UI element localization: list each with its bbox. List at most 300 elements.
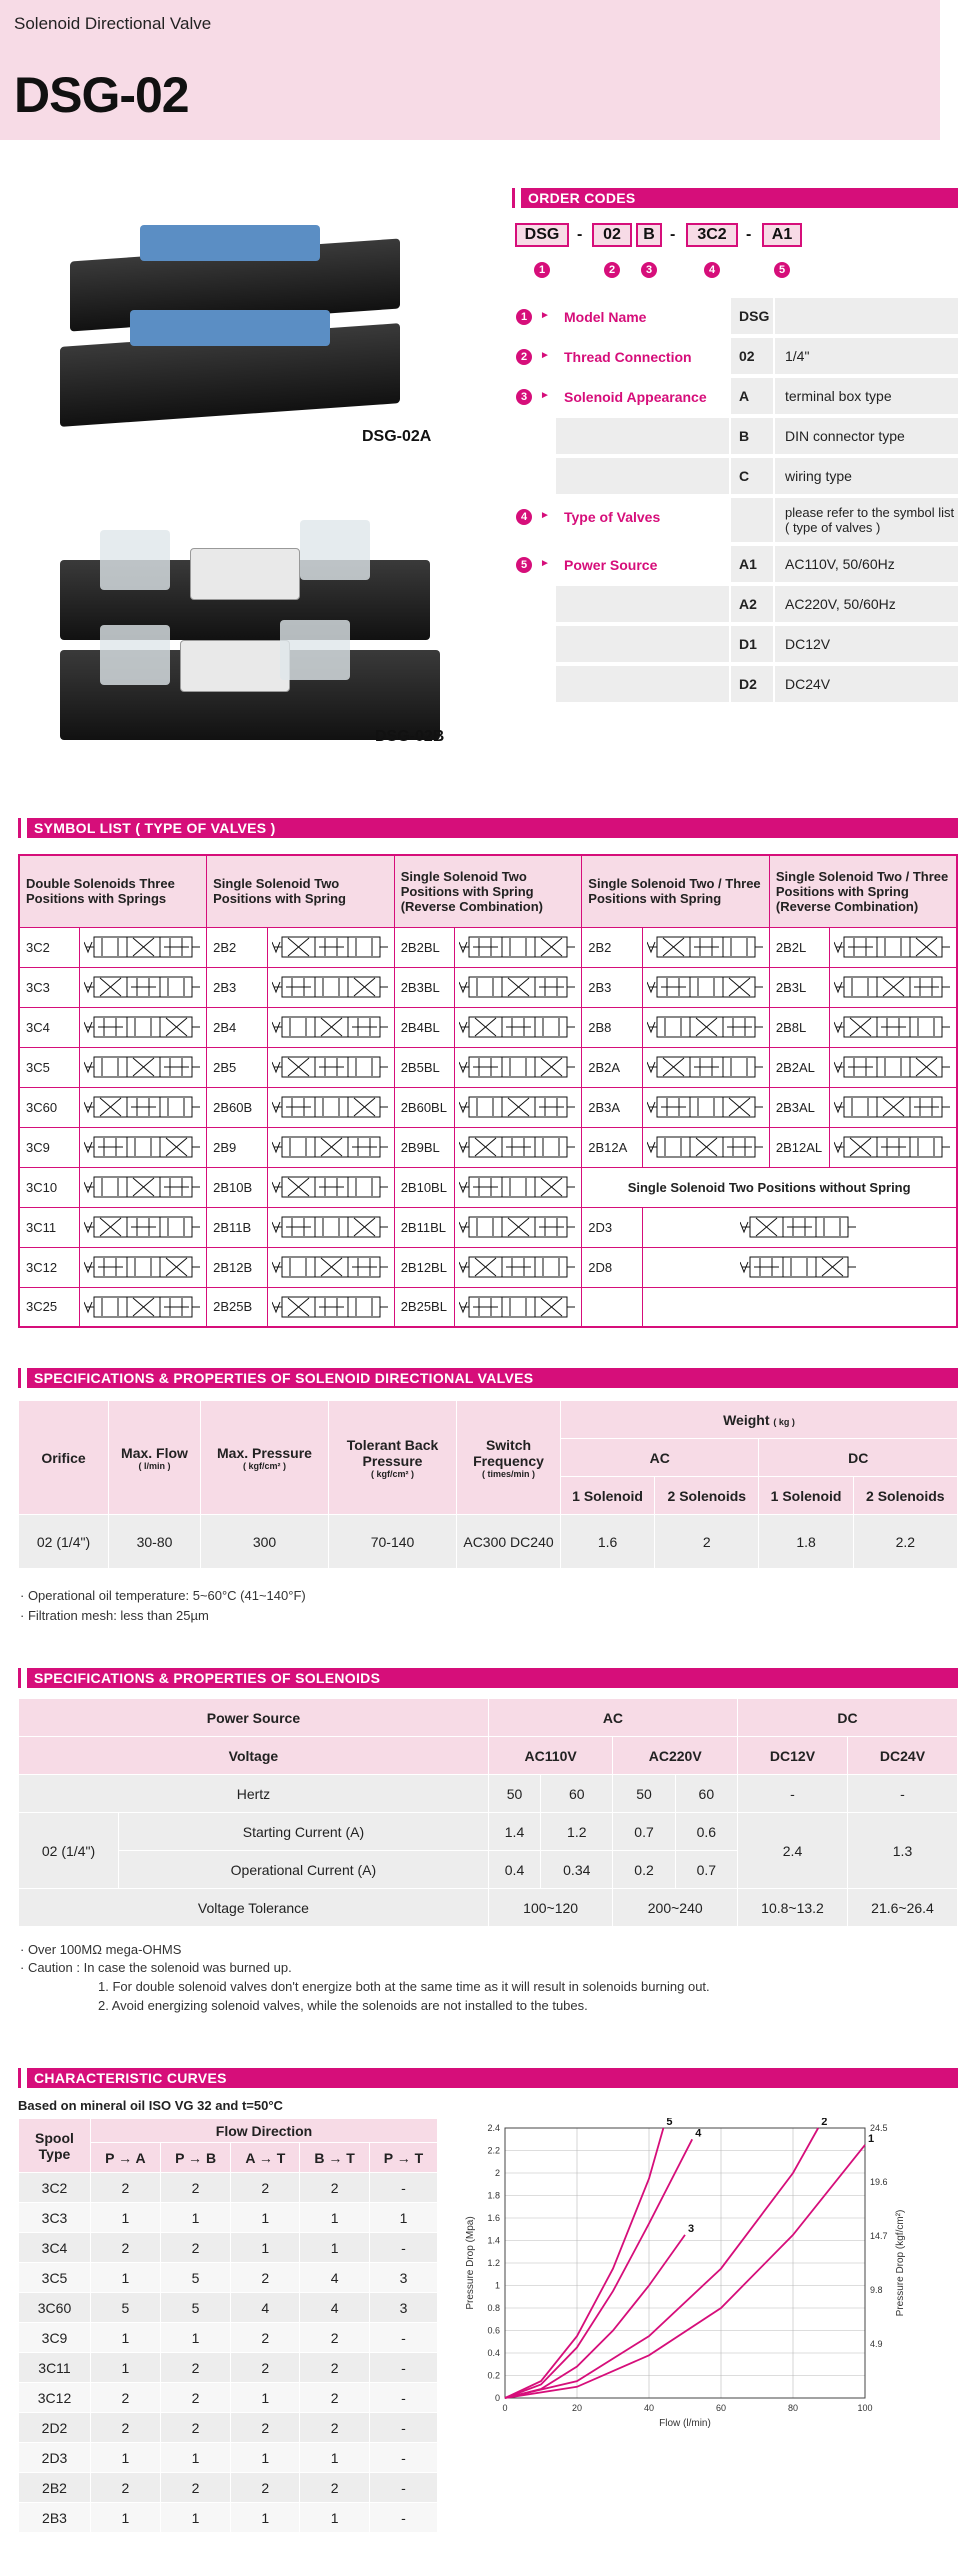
flow-curve-cell: 2 (160, 2353, 231, 2383)
code-thread: 02 (592, 223, 632, 247)
flow-curve-cell: 2 (231, 2173, 300, 2203)
flow-curve-cell: 1 (231, 2503, 300, 2533)
valve-a-label: DSG-02A (362, 428, 432, 445)
starting-current-value: 0.7 (613, 1813, 675, 1851)
symbol-cell (642, 1087, 769, 1127)
spool-symbol-icon (459, 1094, 577, 1120)
x-axis-label: Flow (l/min) (659, 2418, 711, 2429)
y-tick-label: 0.8 (487, 2303, 500, 2313)
symbol-code: 2B12B (207, 1247, 268, 1287)
symbol-code: 3C12 (19, 1247, 80, 1287)
symbol-cell (642, 1207, 957, 1247)
order-row-desc: 1/4" (775, 338, 958, 376)
flow-curve-cell: - (369, 2503, 437, 2533)
spool-symbol-icon (647, 974, 765, 1000)
symbol-code: 2B2L (769, 927, 830, 967)
operational-current-value: 0.7 (675, 1851, 737, 1889)
operational-current-value: 0.34 (541, 1851, 613, 1889)
code-num-5: 5 (774, 262, 790, 278)
flow-curve-cell: 2 (160, 2383, 231, 2413)
symbol-code: 3C5 (19, 1047, 80, 1087)
spool-symbol-icon (647, 1134, 765, 1160)
x-tick-label: 0 (502, 2403, 508, 2413)
spool-symbol-icon (84, 1294, 202, 1320)
flow-curve-cell: 2 (231, 2473, 300, 2503)
curve-line-4 (505, 2139, 695, 2398)
dir-b-t: B → T (300, 2143, 370, 2173)
symbol-cell (80, 1127, 207, 1167)
symbol-code: 3C4 (19, 1007, 80, 1047)
symbol-cell (267, 1007, 394, 1047)
curves-heading: CHARACTERISTIC CURVES (18, 2068, 958, 2088)
spool-symbol-icon (272, 1294, 390, 1320)
dc24-current-value: 1.3 (848, 1813, 958, 1889)
spool-symbol-icon (459, 1054, 577, 1080)
symbol-cell (642, 1287, 957, 1327)
flow-curve-cell: 3 (369, 2263, 437, 2293)
symbol-code: 3C3 (19, 967, 80, 1007)
flow-curve-cell: 2 (160, 2173, 231, 2203)
order-row-desc: wiring type (775, 458, 958, 496)
code-valve-type: 3C2 (686, 223, 738, 247)
spool-symbol-icon (459, 1254, 577, 1280)
weight-unit: ( kg ) (773, 1416, 795, 1427)
flow-curve-cell: - (369, 2443, 437, 2473)
order-row-num: 5 (516, 557, 532, 573)
symbol-cell (455, 1287, 582, 1327)
spool-symbol-icon (834, 1134, 952, 1160)
order-row-desc: AC220V, 50/60Hz (775, 586, 958, 624)
operational-current-value: 0.2 (613, 1851, 675, 1889)
flow-curve-cell: 1 (231, 2233, 300, 2263)
spool-symbol-icon (272, 1174, 390, 1200)
starting-current-value: 1.2 (541, 1813, 613, 1851)
symbol-cell (455, 1007, 582, 1047)
symbol-cell (267, 1167, 394, 1207)
voltage-header: Voltage (19, 1737, 489, 1775)
hertz-value: 60 (675, 1775, 737, 1813)
solenoid-note-3: 1. For double solenoid valves don't energize both at the same time as it will result in solenoids burning out. (98, 1979, 710, 1994)
maxpressure-unit: ( kgf/cm² ) (242, 1460, 286, 1471)
symbol-code: 2B5BL (394, 1047, 455, 1087)
flow-curve-cell: 1 (160, 2503, 231, 2533)
symbol-code: 3C25 (19, 1287, 80, 1327)
code-model: DSG (515, 223, 569, 247)
flow-curve-cell: 2 (231, 2323, 300, 2353)
voltage-ac110: AC110V (488, 1737, 613, 1775)
hertz-value: - (848, 1775, 958, 1813)
order-row-desc: AC110V, 50/60Hz (775, 546, 958, 584)
spool-symbol-icon (459, 974, 577, 1000)
flow-curve-cell: - (369, 2233, 437, 2263)
pressure-drop-chart (450, 2118, 920, 2448)
spool-type-header: Spool Type (19, 2119, 91, 2173)
order-row-code: C (731, 458, 775, 496)
symbol-code: 2B25B (207, 1287, 268, 1327)
symbol-code: 3C11 (19, 1207, 80, 1247)
order-row-label: Thread Connection (564, 349, 692, 365)
symbol-code: 3C10 (19, 1167, 80, 1207)
spool-type-cell: 2B2 (19, 2473, 91, 2503)
flow-curve-cell: 1 (231, 2443, 300, 2473)
order-row-desc: DC24V (775, 666, 958, 704)
spool-symbol-icon (84, 1014, 202, 1040)
symbol-cell (267, 967, 394, 1007)
spool-type-cell: 3C9 (19, 2323, 91, 2353)
symbol-code: 3C60 (19, 1087, 80, 1127)
order-row-code: A2 (731, 586, 775, 624)
backpressure-header: Tolerant Back Pressure (346, 1436, 439, 1469)
order-row-label: Solenoid Appearance (564, 389, 707, 405)
symbol-cell (80, 1047, 207, 1087)
flow-curve-cell: 5 (91, 2293, 161, 2323)
flow-curve-cell: 2 (231, 2263, 300, 2293)
spec-solenoids-table (18, 1698, 958, 1927)
spool-symbol-icon (834, 1054, 952, 1080)
flow-curve-cell: - (369, 2413, 437, 2443)
frequency-unit: ( times/min ) (481, 1468, 535, 1479)
y-tick-label: 2.2 (487, 2145, 500, 2156)
symbol-cell (80, 1167, 207, 1207)
symbol-code: 3C9 (19, 1127, 80, 1167)
spool-symbol-icon (272, 1094, 390, 1120)
y-axis-label: Pressure Drop (Mpa) (465, 2216, 476, 2310)
symbol-code: 2B12A (582, 1127, 643, 1167)
spool-symbol-icon (834, 1014, 952, 1040)
order-row-code: D2 (731, 666, 775, 704)
voltage-tolerance-label: Voltage Tolerance (19, 1889, 489, 1927)
y-tick-label: 1.8 (487, 2190, 500, 2201)
flow-curve-cell: 1 (91, 2323, 161, 2353)
weight-dc2-value: 2.2 (853, 1515, 957, 1569)
symbol-cell (642, 927, 769, 967)
symbol-code: 2B3 (582, 967, 643, 1007)
hertz-value: - (738, 1775, 848, 1813)
y-tick-label: 0.4 (487, 2348, 500, 2358)
symbol-code: 2B8L (769, 1007, 830, 1047)
spool-symbol-icon (84, 1134, 202, 1160)
flow-curve-cell: 2 (231, 2413, 300, 2443)
tolerance-dc24: 21.6~26.4 (848, 1889, 958, 1927)
spool-type-cell: 3C60 (19, 2293, 91, 2323)
code-num-2: 2 (604, 262, 620, 278)
flow-curve-cell: - (369, 2473, 437, 2503)
order-row-desc: DIN connector type (775, 418, 958, 456)
spec-valves-heading: SPECIFICATIONS & PROPERTIES OF SOLENOID DIRECTIONAL VALVES (18, 1368, 958, 1388)
order-row-blank (556, 418, 731, 456)
order-row-desc: DC12V (775, 626, 958, 664)
spool-symbol-icon (84, 1254, 202, 1280)
symbol-code: 2B11B (207, 1207, 268, 1247)
symbol-code: 2B3BL (394, 967, 455, 1007)
flow-curve-cell: 3 (369, 2293, 437, 2323)
spool-symbol-icon (272, 974, 390, 1000)
symbol-code: 2B2AL (769, 1047, 830, 1087)
ac-1-solenoid-header: 1 Solenoid (561, 1477, 655, 1515)
flow-curve-cell: 1 (300, 2233, 370, 2263)
symbol-cell (830, 927, 957, 967)
order-row-desc: please refer to the symbol list ( type of valves ) (775, 498, 958, 544)
spool-symbol-icon (84, 934, 202, 960)
symbol-code: 2B12BL (394, 1247, 455, 1287)
dir-a-t: A → T (231, 2143, 300, 2173)
symbol-cell (80, 1007, 207, 1047)
flow-curve-cell: 2 (300, 2413, 370, 2443)
dc-header: DC (738, 1699, 958, 1737)
curve-line-3 (505, 2235, 685, 2398)
arrow-icon: ► (540, 510, 550, 521)
solenoid-orifice: 02 (1/4") (19, 1813, 119, 1889)
weight-ac-header: AC (561, 1439, 759, 1477)
flow-curve-cell: 2 (300, 2173, 370, 2203)
symbol-code: 2D3 (582, 1207, 643, 1247)
code-power: A1 (762, 223, 802, 247)
maxpressure-value: 300 (201, 1515, 329, 1569)
symbol-cell (830, 1127, 957, 1167)
hertz-value: 60 (541, 1775, 613, 1813)
dc12-current-value: 2.4 (738, 1813, 848, 1889)
symbol-code: 2B9 (207, 1127, 268, 1167)
symbol-code: 2D8 (582, 1247, 643, 1287)
flow-curve-cell: - (369, 2173, 437, 2203)
symbol-cell (267, 1087, 394, 1127)
flow-curve-cell: 1 (91, 2263, 161, 2293)
page-title: DSG-02 (14, 67, 189, 123)
spool-symbol-icon (834, 934, 952, 960)
spool-symbol-icon (647, 1054, 765, 1080)
flow-curve-cell: 2 (91, 2413, 161, 2443)
symbol-cell (455, 1207, 582, 1247)
curve-label-1: 1 (868, 2132, 875, 2145)
symbol-code: 2B9BL (394, 1127, 455, 1167)
symbol-code: 2B2 (207, 927, 268, 967)
order-row-code: DSG (731, 298, 775, 336)
order-row-blank (556, 586, 731, 624)
spool-symbol-icon (459, 934, 577, 960)
order-row-blank (556, 666, 731, 704)
spool-symbol-icon (647, 1094, 765, 1120)
curve-label-4: 4 (695, 2127, 702, 2140)
flow-direction-table (18, 2118, 438, 2533)
flow-curve-cell: 2 (300, 2353, 370, 2383)
weight-dc-header: DC (759, 1439, 958, 1477)
symbol-code: 2B25BL (394, 1287, 455, 1327)
spool-symbol-icon (459, 1134, 577, 1160)
y2-tick-label: 9.8 (870, 2285, 883, 2295)
flow-curve-cell: 1 (300, 2503, 370, 2533)
order-row-code: A (731, 378, 775, 416)
symbol-code: 2B5 (207, 1047, 268, 1087)
y2-tick-label: 19.6 (870, 2177, 888, 2187)
y-tick-label: 2 (494, 2168, 500, 2178)
spec-solenoids-heading: SPECIFICATIONS & PROPERTIES OF SOLENOIDS (18, 1668, 958, 1688)
symbol-cell (830, 967, 957, 1007)
spool-symbol-icon (459, 1014, 577, 1040)
ac-header: AC (488, 1699, 737, 1737)
order-row-desc: terminal box type (775, 378, 958, 416)
order-row-num: 1 (516, 309, 532, 325)
symbol-code: 2B2BL (394, 927, 455, 967)
dc-2-solenoids-header: 2 Solenoids (853, 1477, 957, 1515)
hertz-value: 50 (488, 1775, 540, 1813)
curve-label-3: 3 (688, 2222, 695, 2235)
frequency-value: AC300 DC240 (457, 1515, 561, 1569)
spool-symbol-icon (84, 1214, 202, 1240)
symbol-cell (455, 1167, 582, 1207)
symbol-code: 2B60B (207, 1087, 268, 1127)
spool-type-cell: 3C11 (19, 2353, 91, 2383)
symbol-header-2: Single Solenoid Two Positions with Spring (207, 855, 395, 927)
symbol-cell (80, 1287, 207, 1327)
tolerance-dc12: 10.8~13.2 (738, 1889, 848, 1927)
weight-ac1-value: 1.6 (561, 1515, 655, 1569)
flow-curve-cell: 2 (91, 2233, 161, 2263)
symbol-cell (830, 1047, 957, 1087)
flow-curve-cell: 1 (160, 2323, 231, 2353)
weight-header: Weight (723, 1411, 770, 1428)
symbol-cell (80, 1087, 207, 1127)
voltage-ac220: AC220V (613, 1737, 738, 1775)
weight-dc1-value: 1.8 (759, 1515, 853, 1569)
frequency-header: Switch Frequency (473, 1436, 544, 1469)
spec-note-1: · Operational oil temperature: 5~60°C (41~140°F) (20, 1588, 306, 1603)
flow-curve-cell: 2 (91, 2383, 161, 2413)
spool-symbol-icon (459, 1174, 577, 1200)
solenoid-note-4: 2. Avoid energizing solenoid valves, while the solenoids are not installed to the tubes. (98, 1998, 588, 2013)
order-row-code: 02 (731, 338, 775, 376)
x-tick-label: 100 (857, 2403, 873, 2413)
symbol-cell (267, 1047, 394, 1087)
flow-curve-cell: 1 (160, 2203, 231, 2233)
symbol-cell (642, 1007, 769, 1047)
symbol-code: 2B10B (207, 1167, 268, 1207)
order-row-label: Type of Valves (564, 509, 661, 525)
maxflow-header: Max. Flow (121, 1444, 188, 1461)
flow-curve-cell: 2 (91, 2473, 161, 2503)
flow-curve-cell: 1 (91, 2203, 161, 2233)
flow-curve-cell: 1 (300, 2443, 370, 2473)
symbol-cell (830, 1087, 957, 1127)
y-tick-label: 1.4 (487, 2235, 500, 2246)
arrow-icon: ► (540, 310, 550, 321)
spool-symbol-icon (84, 1174, 202, 1200)
symbol-cell (830, 1007, 957, 1047)
symbol-code: 3C2 (19, 927, 80, 967)
order-codes-heading: ORDER CODES (512, 188, 958, 208)
code-num-4: 4 (704, 262, 720, 278)
symbol-cell (80, 927, 207, 967)
flow-curve-cell: 1 (91, 2353, 161, 2383)
x-tick-label: 80 (787, 2403, 799, 2413)
code-appearance: B (636, 223, 662, 247)
x-tick-label: 60 (715, 2403, 727, 2413)
dc-1-solenoid-header: 1 Solenoid (759, 1477, 853, 1515)
symbol-cell (267, 1287, 394, 1327)
weight-ac2-value: 2 (655, 1515, 759, 1569)
order-row-num: 3 (516, 389, 532, 405)
symbol-header-3: Single Solenoid Two Positions with Spring (Reverse Combination) (394, 855, 582, 927)
order-row-code: A1 (731, 546, 775, 584)
y-tick-label: 0 (494, 2393, 500, 2403)
y-tick-label: 0.6 (487, 2325, 500, 2336)
y2-axis-label: Pressure Drop (kgf/cm²) (895, 2209, 906, 2317)
flow-direction-header: Flow Direction (91, 2119, 438, 2143)
curves-subtitle: Based on mineral oil ISO VG 32 and t=50°C (18, 2098, 283, 2113)
code-num-1: 1 (534, 262, 550, 278)
symbol-code (582, 1287, 643, 1327)
symbol-code: 2B3L (769, 967, 830, 1007)
symbol-cell (455, 927, 582, 967)
hertz-value: 50 (613, 1775, 675, 1813)
flow-curve-cell: 4 (300, 2263, 370, 2293)
ac-2-solenoids-header: 2 Solenoids (655, 1477, 759, 1515)
symbol-cell (642, 1247, 957, 1287)
symbol-cell (267, 927, 394, 967)
symbol-cell (267, 1207, 394, 1247)
flow-curve-cell: 1 (91, 2443, 161, 2473)
spool-symbol-icon (740, 1214, 858, 1240)
spool-type-cell: 2D3 (19, 2443, 91, 2473)
symbol-code: 2B2A (582, 1047, 643, 1087)
y2-tick-label: 4.9 (870, 2339, 883, 2349)
spool-symbol-icon (272, 1254, 390, 1280)
symbol-code: 2B60BL (394, 1087, 455, 1127)
spool-symbol-icon (459, 1294, 577, 1320)
curve-label-5: 5 (666, 2118, 673, 2128)
operational-current-value: 0.4 (488, 1851, 540, 1889)
spool-symbol-icon (647, 934, 765, 960)
symbol-cell (455, 1047, 582, 1087)
flow-curve-cell: 2 (300, 2323, 370, 2353)
backpressure-unit: ( kgf/cm² ) (370, 1468, 414, 1479)
arrow-icon: ► (540, 558, 550, 569)
flow-curve-cell: - (369, 2383, 437, 2413)
curve-label-2: 2 (821, 2118, 828, 2128)
hertz-label: Hertz (19, 1775, 489, 1813)
flow-curve-cell: 2 (160, 2413, 231, 2443)
symbol-cell (642, 1127, 769, 1167)
symbol-cell (455, 1247, 582, 1287)
y-tick-label: 1.6 (487, 2213, 500, 2223)
arrow-icon: ► (540, 350, 550, 361)
flow-curve-cell: 1 (300, 2203, 370, 2233)
order-row-label: Model Name (564, 309, 647, 325)
operational-current-label: Operational Current (A) (119, 1851, 489, 1889)
spool-symbol-icon (647, 1014, 765, 1040)
order-row-label: Power Source (564, 557, 658, 573)
symbol-code: 2B4 (207, 1007, 268, 1047)
power-source-header: Power Source (19, 1699, 489, 1737)
spool-symbol-icon (272, 1054, 390, 1080)
voltage-dc24: DC24V (848, 1737, 958, 1775)
symbol-cell (267, 1127, 394, 1167)
y2-tick-label: 14.7 (870, 2231, 888, 2241)
symbol-code: 2B8 (582, 1007, 643, 1047)
order-row-code (731, 498, 775, 544)
symbol-cell (642, 1047, 769, 1087)
flow-curve-cell: 1 (231, 2383, 300, 2413)
symbol-cell (455, 967, 582, 1007)
x-tick-label: 20 (571, 2403, 583, 2413)
order-row-num: 2 (516, 349, 532, 365)
spool-symbol-icon (834, 974, 952, 1000)
spool-symbol-icon (272, 1014, 390, 1040)
flow-curve-cell: 2 (300, 2473, 370, 2503)
symbol-list-table (18, 854, 958, 1328)
spool-type-cell: 3C5 (19, 2263, 91, 2293)
symbol-cell (80, 967, 207, 1007)
order-row-blank (556, 626, 731, 664)
